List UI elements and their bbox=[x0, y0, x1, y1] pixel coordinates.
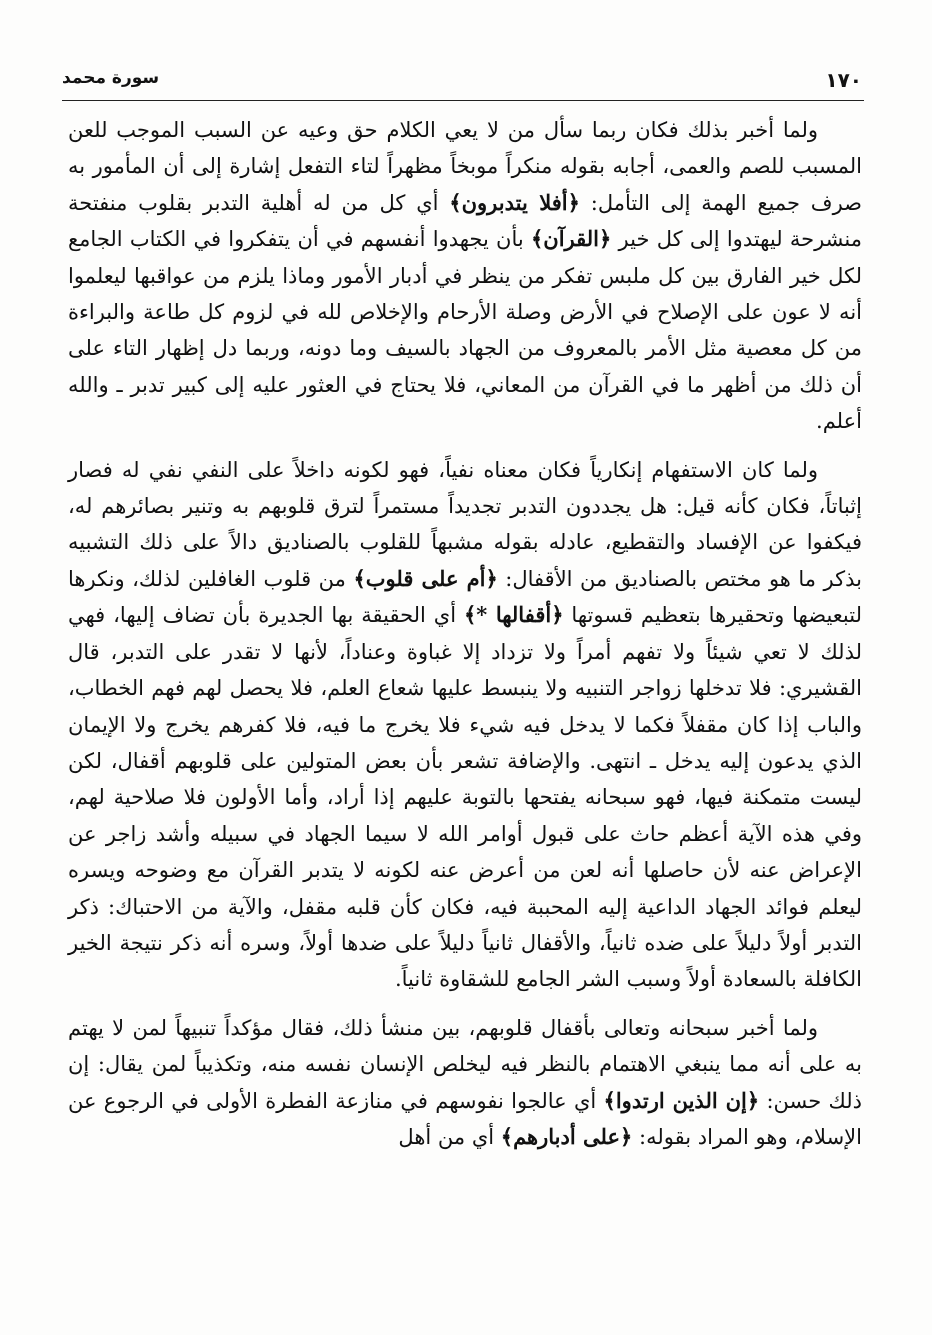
body-text bbox=[68, 112, 862, 1155]
text-segment: أي الحقيقة بها الجديرة بأن تضاف إليها، فهي لذلك لا تعي شيئاً ولا تفهم أمراً ولا تزداد إلا غباوة وعناداً، لأنها لا تقدر على التدبر، قال القشيري: فلا تدخلها زواجر التنبيه ولا ينبسط عليها شعاع العلم، فلا يحصل لهم فهم الخطاب، والباب إذا كان مقفلاً فكما لا يدخل فيه شيء فلا يخرج ما فيه، فلا كفرهم يخرج ولا الإيمان الذي يدعون إليه يدخل ـ انتهى. والإضافة تشعر بأن بعض المتولين على قلوبهم أقفال، لكن ليست متمكنة فيها، فهو سبحانه يفتحها بالتوبة عليهم إذا أراد، وأما الأولون فلا صلاحية لهم، وفي هذه الآية أعظم حاث على قبول أوامر الله لا سيما الجهاد في سبيله وأشد زاجر عن الإعراض عنه لأن حاصلها أنه لعن من أعرض عنه لكونه لا يتدبر القرآن مع وضوحه ويسره ليعلم فوائد الجهاد الداعية إليه المحببة فيه، فكان كأن قلبه مقفل، والآية من الاحتباك: ذكر التدبر أولاً دليلاً على ضده ثانياً، والأقفال ثانياً دليلاً على ضدها أولاً، وسره أنه ذكر نتيجة الخير الكافلة بالسعادة أولاً وسبب الشر الجامع للشقاوة ثانياً. bbox=[68, 603, 862, 992]
paragraph-2 bbox=[68, 452, 862, 998]
text-segment: من قلوب الغافلين لذلك، ونكرها لتبعيضها وتحقيرها بتعظيم قسوتها bbox=[68, 566, 862, 628]
quran-quote: ﴿القرآن﴾ bbox=[530, 226, 612, 252]
text-segment: أي عالجوا نفوسهم في منازعة الفطرة الأولى في الرجوع عن الإسلام، وهو المراد بقوله: bbox=[68, 1088, 862, 1149]
text-segment: أي من أهل bbox=[398, 1124, 501, 1149]
page-number: ١٧٠ bbox=[825, 68, 862, 92]
text-segment: ولما أخبر بذلك فكان ربما سأل من لا يعي الكلام حق وعيه عن السبب الموجب للعن المسبب للصم والعمى، أجابه بقوله منكراً موبخاً مظهراً لتاء التفعل إشارة إلى أن المأمور به صرف جميع الهمة إلى التأمل: bbox=[68, 118, 862, 215]
paragraph-3 bbox=[68, 1010, 862, 1156]
quran-quote: ﴿على أدبارهم﴾ bbox=[500, 1123, 633, 1149]
page-header bbox=[62, 64, 862, 100]
quran-quote: ﴿أم على قلوب﴾ bbox=[353, 565, 498, 591]
quran-quote: ﴿أقفالها *﴾ bbox=[463, 602, 564, 628]
quran-quote: ﴿أفلا يتدبرون﴾ bbox=[449, 189, 580, 215]
text-segment: بأن يجهدوا أنفسهم في أن يتفكروا في الكتاب الجامع لكل خير الفارق بين كل ملبس تفكر من ينظر في أدبار الأمور وماذا يلزم من عواقبها ليعلموا أنه لا عون على الإصلاح في الأرض وصلة الأرحام والإخلاص لله في لزوم كل طاعة والبراءة من كل معصية مثل الأمر بالمعروف من الجهاد بالسيف وما دونه، وربما دل إظهار التاء على أن ذلك من أظهر ما في القرآن من المعاني، فلا يحتاج في العثور عليه إلى كبير تدبر ـ والله أعلم. bbox=[68, 227, 862, 434]
text-segment: ولما أخبر سبحانه وتعالى بأقفال قلوبهم، بين منشأ ذلك، فقال مؤكداً تنبيهاً لمن لا يهتم به على أنه مما ينبغي الاهتمام بالنظر فيه ليخلص الإنسان نفسه منه، وتكذيباً لمن يقال: إن ذلك حسن: bbox=[68, 1015, 862, 1113]
header-rule bbox=[62, 100, 864, 101]
paragraph-1 bbox=[68, 112, 862, 440]
text-segment: ولما كان الاستفهام إنكارياً فكان معناه نفياً، فهو لكونه داخلاً على النفي نفي له فصار إثباتاً، فكان كأنه قيل: هل يجددون التدبر تجديداً مستمراً لترق قلوبهم به وتنير بصائرهم له، فيكفوا عن الإفساد والتقطيع، عادله بقوله مشبهاً للقلوب بالصناديق دالاً على ذلك التشبيه بذكر ما هو مختص بالصناديق من الأقفال: bbox=[68, 457, 863, 591]
text-segment: أي كل من له أهلية التدبر بقلوب منفتحة منشرحة ليهتدوا إلى كل خير bbox=[68, 190, 862, 252]
running-title: سورة محمد bbox=[62, 68, 160, 88]
quran-quote: ﴿إن الذين ارتدوا﴾ bbox=[603, 1087, 760, 1113]
